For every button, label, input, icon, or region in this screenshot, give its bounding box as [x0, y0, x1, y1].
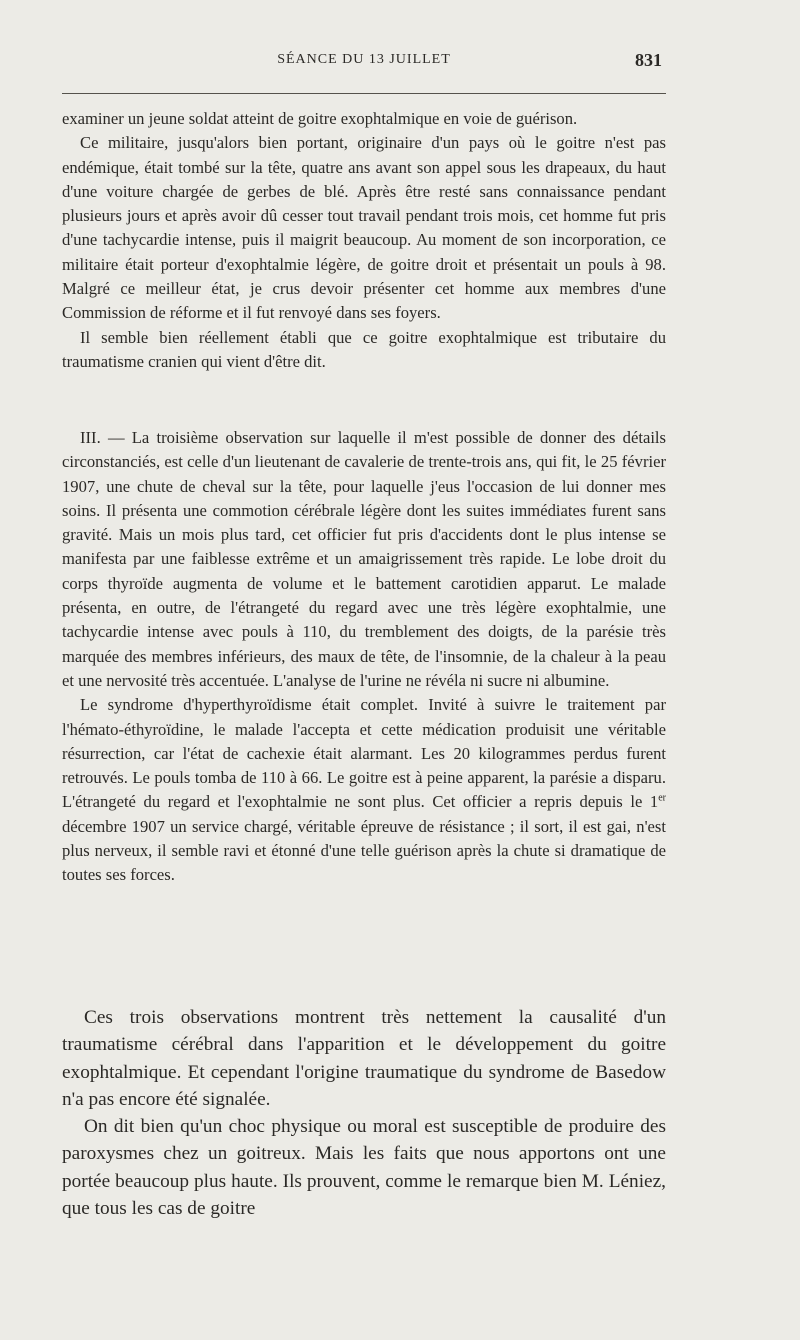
paragraph: III. — La troisième observation sur laquelle il m'est possible de donner des détails circonstanciés, est celle d'un lieutenant de cavalerie de trente-trois ans, qui fit, le 25 février 1907, une chute de cheval sur la tête, pour laquelle j'eus l'occasion de lui donner mes soins. Il présenta une commotion cérébrale légère dont les suites immédiates furent sans gravité. Mais un mois plus tard, cet officier fut pris d'accidents dont le plus intense se manifesta par une faiblesse extrême et un amaigrissement très rapide. Le lobe droit du corps thyroïde augmenta de volume et le battement carotidien apparut. Le malade présenta, en outre, de l'étrangeté du regard avec une très légère exophtalmie, une tachycardie intense avec pouls à 110, du tremblement des doigts, de la parésie très marquée des membres inférieurs, des maux de tête, de l'insomnie, de la chaleur à la peau et une nervosité très accentuée. L'analyse de l'urine ne révéla ni sucre ni albumine.	[62, 428, 666, 690]
paragraph: examiner un jeune soldat atteint de goitre exophtalmique en voie de guérison.	[62, 109, 578, 128]
page-number: 831	[635, 50, 662, 70]
text-block-conclusion	[62, 1004, 666, 1222]
text-block-observation-2	[62, 107, 666, 374]
running-title: SÉANCE DU 13 JUILLET	[277, 52, 451, 67]
page-header	[62, 50, 666, 74]
superscript: er	[658, 792, 666, 804]
paragraph: Ce militaire, jusqu'alors bien portant, originaire d'un pays où le goitre n'est pas endémique, était tombé sur la tête, quatre ans avant son appel sous les drapeaux, du haut d'une voiture chargée de gerbes de blé. Après être resté sans connaissance pendant plusieurs jours et après avoir dû cesser tout travail pendant trois mois, cet homme fut pris d'une tachycardie intense, puis il maigrit beaucoup. Au moment de son incorporation, ce militaire était porteur d'exophtalmie légère, de goitre droit et présentait un pouls à 98. Malgré ce meilleur état, je crus devoir présenter cet homme aux membres d'une Commission de réforme et il fut renvoyé dans ses foyers.	[62, 133, 666, 323]
header-rule	[62, 93, 666, 94]
text-block-observation-3	[62, 426, 666, 888]
paragraph-text: Le syndrome d'hyperthyroïdisme était complet. Invité à suivre le traitement par l'hémato-éthyroïdine, le malade l'accepta et cette médication produisit une véritable résurrection, car l'état de cachexie était alarmant. Les 20 kilogrammes perdus furent retrouvés. Le pouls tomba de 110 à 66. Le goitre est à peine apparent, la parésie a disparu. L'étrangeté du regard et l'exophtalmie ne sont plus. Cet officier a repris depuis le 1	[62, 695, 666, 812]
paragraph: Ces trois observations montrent très nettement la causalité d'un traumatisme cérébral dans l'apparition et le développement du goitre exophtalmique. Et cependant l'origine traumatique du syndrome de Basedow n'a pas encore été signalée.	[62, 1007, 666, 1110]
paragraph: Il semble bien réellement établi que ce goitre exophtalmique est tributaire du traumatisme cranien qui vient d'être dit.	[62, 327, 666, 371]
paragraph	[62, 693, 666, 887]
paragraph-text: décembre 1907 un service chargé, véritable épreuve de résistance ; il sort, il est gai, n'est plus nerveux, il semble ravi et étonné d'une telle guérison après la chute si dramatique de toutes ses forces.	[62, 816, 666, 885]
paragraph: On dit bien qu'un choc physique ou moral est susceptible de produire des paroxysmes chez un goitreux. Mais les faits que nous apportons ont une portée beaucoup plus haute. Ils prouvent, comme le remarque bien M. Léniez, que tous les cas de goitre	[62, 1116, 666, 1220]
